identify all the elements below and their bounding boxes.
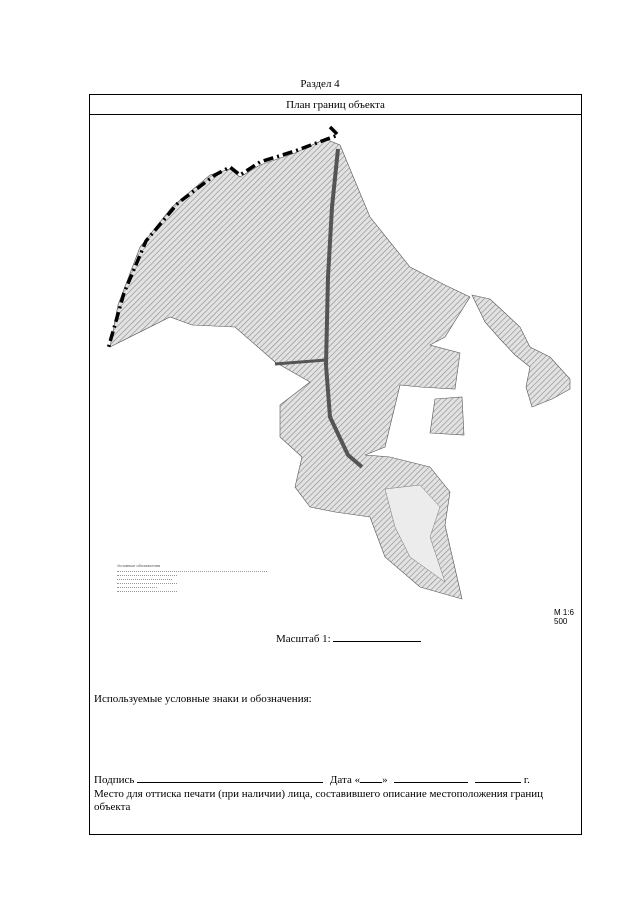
map-legend-line bbox=[117, 591, 177, 592]
stamp-note: Место для оттиска печати (при наличии) лица, составившего описание местоположения границ объекта bbox=[94, 788, 544, 813]
map-legend-line bbox=[117, 579, 172, 580]
year-suffix: г. bbox=[523, 774, 530, 786]
map-legend-line bbox=[117, 587, 157, 588]
map-legend-line bbox=[117, 583, 177, 584]
day-blank bbox=[360, 772, 382, 783]
signature-label: Подпись bbox=[94, 774, 135, 786]
year-blank bbox=[475, 772, 521, 783]
scale-label: Масштаб 1: bbox=[276, 633, 331, 645]
legend-heading: Используемые условные знаки и обозначения: bbox=[94, 693, 312, 705]
plan-frame bbox=[89, 94, 582, 835]
plan-header: План границ объекта bbox=[90, 95, 581, 115]
east-strip-area bbox=[472, 295, 570, 407]
month-blank bbox=[394, 772, 468, 783]
section-title: Раздел 4 bbox=[300, 78, 340, 90]
map-legend-title: Условные обозначения bbox=[117, 563, 161, 568]
boundary-map bbox=[100, 117, 580, 617]
date-close: » bbox=[382, 774, 388, 786]
map-scale-text: М 1:6 500 bbox=[554, 608, 575, 626]
date-label: Дата « bbox=[329, 774, 361, 786]
isolated-parcel bbox=[430, 397, 464, 435]
scale-blank bbox=[333, 631, 421, 642]
scale-field bbox=[276, 631, 421, 645]
signature-line bbox=[94, 772, 530, 786]
map-legend-line bbox=[117, 571, 267, 572]
map-legend-line bbox=[117, 575, 177, 576]
map-legend bbox=[117, 563, 267, 592]
signature-blank bbox=[137, 772, 323, 783]
